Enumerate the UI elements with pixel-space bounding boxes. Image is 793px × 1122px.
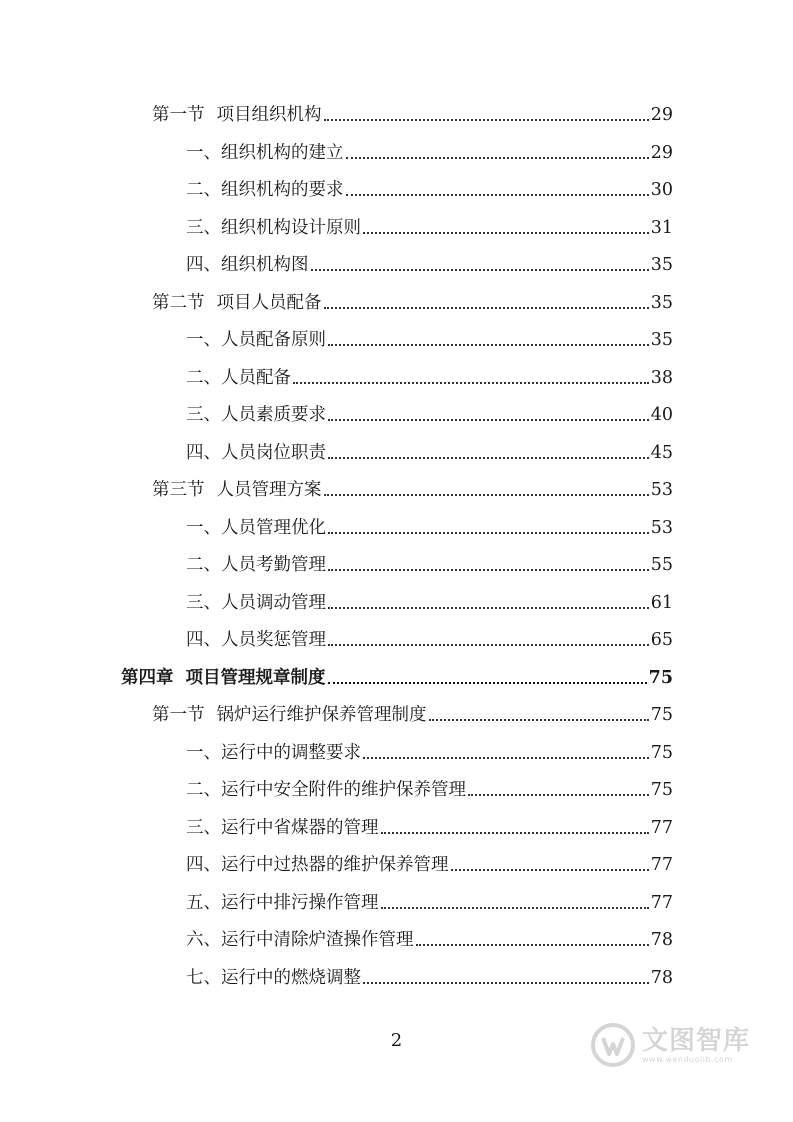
toc-entry-title (186, 250, 309, 280)
toc-entry[interactable] (186, 213, 673, 243)
dot-leader (328, 418, 649, 421)
toc-entry-title (186, 550, 326, 580)
toc-entry-title (186, 513, 326, 543)
toc-entry[interactable] (186, 363, 673, 393)
toc-entry-title (186, 438, 326, 468)
toc-entry[interactable] (186, 813, 673, 843)
dot-leader (328, 606, 649, 609)
toc-entry-page: 78 (650, 967, 673, 988)
dot-leader (381, 831, 649, 834)
toc-entry-number: 第三节 (152, 480, 205, 500)
toc-entry[interactable] (186, 175, 673, 205)
toc-entry-title (186, 175, 344, 205)
toc-entry-title (152, 700, 427, 730)
toc-entry-title (186, 325, 326, 355)
toc-entry-text: 锅炉运行维护保养管理制度 (216, 705, 427, 725)
toc-entry-number: 一、 (186, 517, 221, 538)
toc-entry-page: 29 (650, 142, 673, 163)
toc-entry[interactable] (186, 738, 673, 768)
toc-entry-page: 29 (650, 105, 673, 125)
toc-entry-text: 人员素质要求 (221, 405, 326, 425)
dot-leader (328, 531, 649, 534)
dot-leader (328, 568, 649, 571)
toc-entry-title (186, 213, 361, 243)
toc-entry-number: 五、 (186, 892, 221, 913)
toc-entry[interactable] (186, 513, 673, 543)
toc-entry-title (121, 663, 326, 693)
toc-entry[interactable] (152, 288, 673, 318)
toc-entry-number: 四、 (186, 630, 221, 650)
dot-leader (381, 906, 649, 909)
toc-entry-number: 第二节 (152, 292, 205, 313)
toc-entry-number: 二、 (186, 180, 221, 200)
toc-entry-number: 三、 (186, 405, 221, 425)
toc-entry[interactable] (186, 625, 673, 655)
toc-entry-page: 31 (650, 217, 673, 238)
toc-entry-page: 75 (648, 667, 673, 688)
toc-entry-text: 运行中清除炉渣操作管理 (221, 930, 414, 950)
toc-entry-number: 一、 (186, 330, 221, 350)
toc-entry-title (186, 775, 466, 805)
dot-leader (416, 943, 649, 946)
dot-leader (311, 268, 649, 271)
toc-entry[interactable] (121, 663, 673, 693)
toc-entry-text: 组织机构的建立 (221, 142, 344, 163)
dot-leader (363, 231, 649, 234)
toc-entry-text: 项目人员配备 (216, 292, 322, 313)
toc-entry-title (186, 400, 326, 430)
toc-entry-text: 运行中的燃烧调整 (221, 967, 361, 988)
toc-entry-text: 运行中省煤器的管理 (221, 817, 379, 838)
toc-entry-text: 人员配备原则 (221, 330, 326, 350)
toc-entry-number: 七、 (186, 967, 221, 988)
toc-entry-number: 三、 (186, 217, 221, 238)
toc-entry-title (186, 813, 379, 843)
toc-entry-number: 二、 (186, 555, 221, 575)
toc-entry-page: 35 (650, 292, 673, 313)
toc-entry-title (186, 963, 361, 993)
dot-leader (324, 306, 649, 309)
dot-leader (328, 343, 649, 346)
watermark-logo-icon (590, 1022, 636, 1068)
toc-entry-page: 75 (650, 705, 673, 725)
toc-entry-number: 二、 (186, 367, 221, 388)
toc-entry-number: 四、 (186, 255, 221, 275)
toc-entry[interactable] (152, 700, 673, 730)
toc-entry-title (152, 475, 322, 505)
toc-entry-title (186, 888, 379, 918)
toc-entry-text: 项目管理规章制度 (185, 667, 326, 688)
toc-entry-text: 组织机构图 (221, 255, 309, 275)
toc-entry-text: 运行中安全附件的维护保养管理 (221, 780, 466, 800)
toc-entry-text: 组织机构的要求 (221, 180, 344, 200)
toc-entry-text: 运行中过热器的维护保养管理 (221, 855, 449, 875)
toc-entry-text: 项目组织机构 (216, 105, 322, 125)
toc-entry-title (186, 363, 291, 393)
dot-leader (328, 681, 647, 684)
toc-entry-title (186, 850, 449, 880)
toc-entry-text: 运行中的调整要求 (221, 742, 361, 763)
toc-entry-page: 45 (650, 442, 673, 463)
toc-entry[interactable] (186, 325, 673, 355)
dot-leader (324, 493, 649, 496)
toc-entry-text: 人员奖惩管理 (221, 630, 326, 650)
toc-entry[interactable] (186, 925, 673, 955)
toc-entry[interactable] (186, 888, 673, 918)
toc-entry-text: 人员管理方案 (216, 480, 322, 500)
toc-entry[interactable] (152, 100, 673, 130)
toc-entry-title (186, 588, 326, 618)
toc-entry-number: 第一节 (152, 105, 205, 125)
toc-entry-number: 第四章 (121, 667, 174, 688)
toc-entry-page: 75 (650, 780, 673, 800)
dot-leader (346, 156, 649, 159)
dot-leader (363, 981, 649, 984)
toc-entry[interactable] (152, 475, 673, 505)
toc-entry-text: 人员调动管理 (221, 592, 326, 613)
toc-entry-text: 人员配备 (221, 367, 291, 388)
toc-entry[interactable] (186, 400, 673, 430)
toc-entry-text: 人员管理优化 (221, 517, 326, 538)
toc-entry-title (186, 138, 344, 168)
dot-leader (293, 381, 649, 384)
watermark (590, 1015, 760, 1075)
toc-entry-number: 第一节 (152, 705, 205, 725)
toc-entry-page: 53 (650, 480, 673, 500)
toc-entry-page: 38 (650, 367, 673, 388)
toc-entry-number: 二、 (186, 780, 221, 800)
toc-entry[interactable] (186, 850, 673, 880)
toc-entry-page: 77 (650, 817, 673, 838)
toc-entry[interactable] (186, 550, 673, 580)
dot-leader (328, 643, 649, 646)
watermark-name: 文图智库 (642, 1025, 751, 1056)
watermark-url: www.wenduolib.com (642, 1054, 733, 1064)
toc-entry-number: 一、 (186, 142, 221, 163)
toc-entry-page: 65 (650, 630, 673, 650)
toc-entry-text: 运行中排污操作管理 (221, 892, 379, 913)
toc-entry-title (186, 625, 326, 655)
toc-entry-page: 40 (650, 405, 673, 425)
toc-entry-number: 四、 (186, 855, 221, 875)
toc-entry[interactable] (186, 250, 673, 280)
toc-entry-number: 三、 (186, 817, 221, 838)
toc-entry-title (152, 288, 322, 318)
dot-leader (346, 193, 649, 196)
dot-leader (468, 793, 649, 796)
dot-leader (328, 456, 649, 459)
toc-entry-title (152, 100, 322, 130)
toc-entry[interactable] (186, 588, 673, 618)
toc-entry-text: 组织机构设计原则 (221, 217, 361, 238)
toc-entry-page: 53 (650, 517, 673, 538)
toc-entry-title (186, 738, 361, 768)
toc-entry-title (186, 925, 414, 955)
toc-entry-number: 三、 (186, 592, 221, 613)
toc-entry-page: 55 (650, 555, 673, 575)
toc-entry-number: 一、 (186, 742, 221, 763)
toc-entry-text: 人员考勤管理 (221, 555, 326, 575)
dot-leader (451, 868, 649, 871)
toc-entry-page: 35 (650, 255, 673, 275)
toc-entry-number: 六、 (186, 930, 221, 950)
toc-entry-page: 35 (650, 330, 673, 350)
toc-entry[interactable] (186, 138, 673, 168)
toc-entry-page: 30 (650, 180, 673, 200)
toc-entry-page: 77 (650, 855, 673, 875)
toc-entry-page: 77 (650, 892, 673, 913)
toc-entry[interactable] (186, 963, 673, 993)
page-number: 2 (390, 1030, 403, 1051)
dot-leader (363, 756, 649, 759)
toc-entry[interactable] (186, 775, 673, 805)
dot-leader (429, 718, 649, 721)
toc-entry-number: 四、 (186, 442, 221, 463)
toc-entry-page: 61 (650, 592, 673, 613)
toc-entry-page: 78 (650, 930, 673, 950)
toc-entry[interactable] (186, 438, 673, 468)
toc-entry-text: 人员岗位职责 (221, 442, 326, 463)
dot-leader (324, 118, 649, 121)
toc-entry-page: 75 (650, 742, 673, 763)
